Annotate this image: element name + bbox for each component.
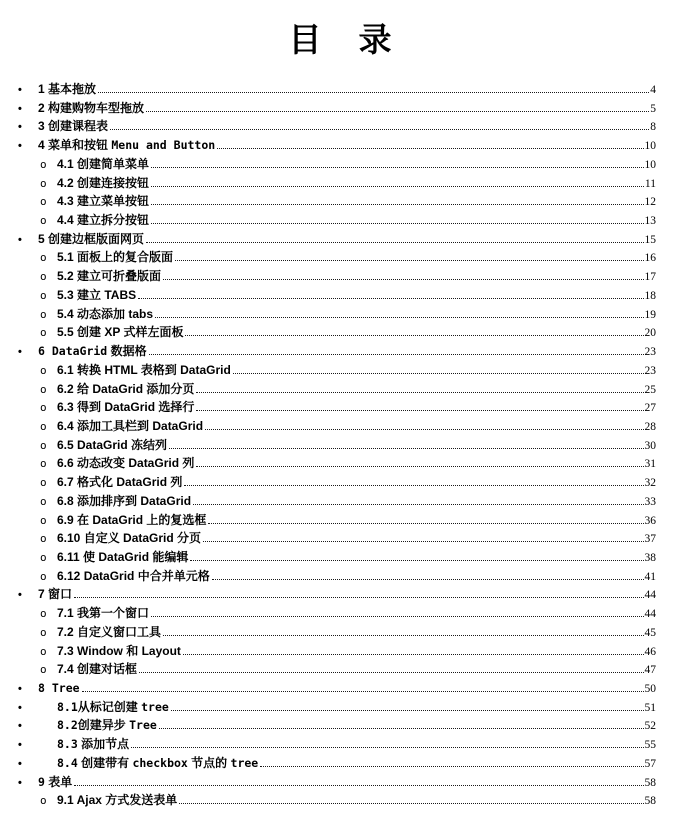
toc-list <box>0 80 682 810</box>
toc-entry-row[interactable] <box>0 286 682 305</box>
toc-page-number: 5 <box>650 102 656 115</box>
disc-bullet-icon: • <box>18 140 22 153</box>
toc-page-number: 18 <box>644 289 656 302</box>
toc-entry-text: 4.4 建立拆分按钮 <box>57 213 150 228</box>
toc-page-number: 15 <box>644 233 656 246</box>
toc-page-number: 46 <box>644 645 656 658</box>
toc-entry-text: 6.5 DataGrid 冻结列 <box>57 437 168 452</box>
toc-entry-row[interactable] <box>0 80 682 99</box>
dotted-leader <box>203 541 643 542</box>
circle-bullet-icon: o <box>40 625 47 639</box>
toc-page-number: 16 <box>644 252 656 265</box>
toc-entry-row[interactable] <box>0 230 682 249</box>
toc-page-number: 58 <box>644 776 656 789</box>
toc-entry-text: 8.3 添加节点 <box>57 737 130 752</box>
toc-entry-row[interactable] <box>0 585 682 604</box>
toc-page-number: 58 <box>644 795 656 808</box>
toc-page-number: 37 <box>644 533 656 546</box>
toc-entry-row[interactable] <box>0 192 682 211</box>
circle-bullet-icon: o <box>40 607 47 621</box>
toc-entry-row[interactable] <box>0 136 682 155</box>
dotted-leader <box>139 672 643 673</box>
disc-bullet-icon: • <box>18 701 22 714</box>
toc-page-number: 31 <box>644 458 656 471</box>
toc-entry-row[interactable] <box>0 529 682 548</box>
dotted-leader <box>138 298 643 299</box>
circle-bullet-icon: o <box>40 438 47 452</box>
dotted-leader <box>151 186 644 187</box>
circle-bullet-icon: o <box>40 288 47 302</box>
circle-bullet-icon: o <box>40 513 47 527</box>
toc-page <box>0 18 682 834</box>
circle-bullet-icon: o <box>40 157 47 171</box>
toc-page-number: 30 <box>644 439 656 452</box>
toc-entry-text: 5 创建边框版面网页 <box>38 231 145 246</box>
toc-page-number: 33 <box>644 495 656 508</box>
toc-entry-row[interactable] <box>0 623 682 642</box>
circle-bullet-icon: o <box>40 270 47 284</box>
dotted-leader <box>196 466 643 467</box>
toc-entry-row[interactable] <box>0 698 682 717</box>
toc-entry-row[interactable] <box>0 417 682 436</box>
toc-page-number: 28 <box>644 420 656 433</box>
toc-entry-text: 8 Tree <box>38 681 80 695</box>
toc-entry-text: 9 表单 <box>38 774 73 789</box>
toc-page-number: 51 <box>644 701 656 714</box>
toc-page-number: 50 <box>644 683 656 695</box>
toc-entry-text: 8.4 创建带有 checkbox 节点的 tree <box>57 755 259 770</box>
toc-entry-text: 9.1 Ajax 方式发送表单 <box>57 793 178 808</box>
toc-page-number: 36 <box>644 514 656 527</box>
disc-bullet-icon: • <box>18 84 22 96</box>
toc-entry-text: 7.4 创建对话框 <box>57 662 138 677</box>
toc-entry-row[interactable] <box>0 211 682 230</box>
toc-entry-text: 7 窗口 <box>38 587 73 602</box>
toc-entry-text: 5.3 建立 TABS <box>57 287 137 302</box>
toc-entry-text: 2 构建购物车型拖放 <box>38 100 145 115</box>
toc-page-number: 27 <box>644 402 656 415</box>
toc-entry-row[interactable] <box>0 773 682 792</box>
circle-bullet-icon: o <box>40 644 47 658</box>
circle-bullet-icon: o <box>40 214 47 228</box>
circle-bullet-icon: o <box>40 195 47 209</box>
toc-entry-text: 5.4 动态添加 tabs <box>57 306 154 321</box>
dotted-leader <box>149 354 644 355</box>
dotted-leader <box>185 335 643 336</box>
dotted-leader <box>159 728 644 729</box>
toc-page-number: 52 <box>644 720 656 733</box>
toc-page-number: 32 <box>644 477 656 490</box>
toc-entry-row[interactable] <box>0 155 682 174</box>
toc-entry-text: 6.1 转换 HTML 表格到 DataGrid <box>57 362 231 377</box>
toc-entry-row[interactable] <box>0 791 682 810</box>
dotted-leader <box>196 392 643 393</box>
circle-bullet-icon: o <box>40 457 47 471</box>
dotted-leader <box>151 167 643 168</box>
dotted-leader <box>151 616 643 617</box>
toc-entry-text: 6.10 自定义 DataGrid 分页 <box>57 531 202 546</box>
toc-entry-row[interactable] <box>0 492 682 511</box>
toc-entry-row[interactable] <box>0 305 682 324</box>
toc-entry-row[interactable] <box>0 548 682 567</box>
toc-entry-row[interactable] <box>0 323 682 342</box>
toc-entry-text: 8.1从标记创建 tree <box>57 699 169 714</box>
toc-entry-row[interactable] <box>0 735 682 754</box>
toc-entry-row[interactable] <box>0 267 682 286</box>
toc-page-number: 10 <box>644 158 656 171</box>
toc-entry-text: 5.5 创建 XP 式样左面板 <box>57 325 184 340</box>
dotted-leader <box>146 242 643 243</box>
circle-bullet-icon: o <box>40 663 47 677</box>
toc-page-number: 38 <box>644 551 656 564</box>
toc-entry-text: 5.1 面板上的复合版面 <box>57 250 174 265</box>
circle-bullet-icon: o <box>40 419 47 433</box>
dotted-leader <box>131 747 643 748</box>
dotted-leader <box>217 148 643 149</box>
toc-entry-row[interactable] <box>0 679 682 698</box>
circle-bullet-icon: o <box>40 307 47 321</box>
toc-entry-text: 6.4 添加工具栏到 DataGrid <box>57 418 204 433</box>
dotted-leader <box>151 223 643 224</box>
toc-page-number: 4 <box>650 84 656 96</box>
dotted-leader <box>155 317 643 318</box>
toc-entry-text: 3 创建课程表 <box>38 119 109 134</box>
toc-page-number: 25 <box>644 383 656 396</box>
toc-entry-text: 4 菜单和按钮 Menu and Button <box>38 138 216 153</box>
toc-entry-text: 6.11 使 DataGrid 能编辑 <box>57 549 189 564</box>
toc-entry-text: 4.1 创建简单菜单 <box>57 156 150 171</box>
toc-entry-row[interactable] <box>0 454 682 473</box>
toc-entry-row[interactable] <box>0 117 682 136</box>
toc-entry-text: 6.2 给 DataGrid 添加分页 <box>57 381 195 396</box>
toc-page-number: 44 <box>644 589 656 602</box>
toc-page-number: 19 <box>644 308 656 321</box>
disc-bullet-icon: • <box>18 757 22 770</box>
circle-bullet-icon: o <box>40 251 47 265</box>
toc-entry-row[interactable] <box>0 716 682 735</box>
toc-page-number: 23 <box>644 346 656 359</box>
dotted-leader <box>163 635 643 636</box>
disc-bullet-icon: • <box>18 739 22 752</box>
toc-entry-row[interactable] <box>0 174 682 193</box>
dotted-leader <box>175 260 643 261</box>
toc-page-number: 13 <box>644 215 656 228</box>
toc-page-number: 45 <box>644 626 656 639</box>
toc-entry-text: 4.2 创建连接按钮 <box>57 175 150 190</box>
toc-entry-text: 6.8 添加排序到 DataGrid <box>57 493 192 508</box>
toc-entry-text: 6 DataGrid 数据格 <box>38 344 147 359</box>
circle-bullet-icon: o <box>40 476 47 490</box>
toc-entry-row[interactable] <box>0 604 682 623</box>
disc-bullet-icon: • <box>18 589 22 602</box>
toc-entry-row[interactable] <box>0 248 682 267</box>
dotted-leader <box>193 504 643 505</box>
toc-entry-text: 1 基本拖放 <box>38 82 97 96</box>
toc-page-number: 11 <box>644 177 656 190</box>
dotted-leader <box>171 710 644 711</box>
toc-entry-row[interactable] <box>0 642 682 661</box>
circle-bullet-icon: o <box>40 382 47 396</box>
toc-entry-row[interactable] <box>0 342 682 361</box>
page-title: 目 录 <box>288 23 394 59</box>
disc-bullet-icon: • <box>18 720 22 733</box>
toc-entry-row[interactable] <box>0 380 682 399</box>
dotted-leader <box>146 111 649 112</box>
toc-page-number: 41 <box>644 570 656 583</box>
disc-bullet-icon: • <box>18 776 22 789</box>
dotted-leader <box>260 766 643 767</box>
toc-entry-row[interactable] <box>0 436 682 455</box>
toc-page-number: 17 <box>644 271 656 284</box>
dotted-leader <box>184 485 643 486</box>
dotted-leader <box>74 597 643 598</box>
toc-page-number: 55 <box>644 739 656 752</box>
dotted-leader <box>179 803 643 804</box>
toc-entry-text: 8.2创建异步 Tree <box>57 718 157 733</box>
toc-entry-row[interactable] <box>0 99 682 118</box>
circle-bullet-icon: o <box>40 494 47 508</box>
toc-entry-text: 6.9 在 DataGrid 上的复选框 <box>57 512 207 527</box>
toc-entry-text: 6.3 得到 DataGrid 选择行 <box>57 400 195 415</box>
toc-entry-row[interactable] <box>0 567 682 586</box>
dotted-leader <box>98 92 649 93</box>
toc-entry-row[interactable] <box>0 660 682 679</box>
dotted-leader <box>183 654 644 655</box>
circle-bullet-icon: o <box>40 176 47 190</box>
disc-bullet-icon: • <box>18 102 22 115</box>
disc-bullet-icon: • <box>18 121 22 134</box>
toc-entry-row[interactable] <box>0 511 682 530</box>
toc-entry-text: 4.3 建立菜单按钮 <box>57 194 150 209</box>
toc-page-number: 20 <box>644 327 656 340</box>
dotted-leader <box>74 785 643 786</box>
dotted-leader <box>196 410 643 411</box>
dotted-leader <box>110 129 649 130</box>
circle-bullet-icon: o <box>40 532 47 546</box>
toc-page-number: 23 <box>644 364 656 377</box>
circle-bullet-icon: o <box>40 363 47 377</box>
circle-bullet-icon: o <box>40 326 47 340</box>
dotted-leader <box>190 560 643 561</box>
toc-page-number: 47 <box>644 664 656 677</box>
toc-entry-text: 7.1 我第一个窗口 <box>57 606 150 621</box>
dotted-leader <box>212 579 644 580</box>
circle-bullet-icon: o <box>40 550 47 564</box>
toc-entry-row[interactable] <box>0 473 682 492</box>
dotted-leader <box>163 279 643 280</box>
toc-entry-row[interactable] <box>0 361 682 380</box>
dotted-leader <box>151 204 643 205</box>
toc-entry-text: 7.2 自定义窗口工具 <box>57 624 162 639</box>
toc-page-number: 44 <box>644 608 656 621</box>
circle-bullet-icon: o <box>40 569 47 583</box>
toc-entry-row[interactable] <box>0 754 682 773</box>
disc-bullet-icon: • <box>18 233 22 246</box>
toc-entry-text: 6.12 DataGrid 中合并单元格 <box>57 568 210 583</box>
dotted-leader <box>169 448 643 449</box>
dotted-leader <box>208 523 643 524</box>
dotted-leader <box>205 429 643 430</box>
toc-entry-row[interactable] <box>0 398 682 417</box>
toc-page-number: 57 <box>644 757 656 770</box>
disc-bullet-icon: • <box>18 346 22 359</box>
toc-page-number: 12 <box>644 196 656 209</box>
circle-bullet-icon: o <box>40 401 47 415</box>
toc-entry-text: 6.6 动态改变 DataGrid 列 <box>57 456 195 471</box>
toc-page-number: 10 <box>644 140 656 153</box>
toc-entry-text: 7.3 Window 和 Layout <box>57 643 181 658</box>
dotted-leader <box>82 691 644 692</box>
toc-entry-text: 6.7 格式化 DataGrid 列 <box>57 475 183 490</box>
disc-bullet-icon: • <box>18 683 22 695</box>
toc-page-number: 8 <box>650 121 656 134</box>
toc-entry-text: 5.2 建立可折叠版面 <box>57 269 162 284</box>
dotted-leader <box>233 373 644 374</box>
circle-bullet-icon: o <box>40 794 47 808</box>
